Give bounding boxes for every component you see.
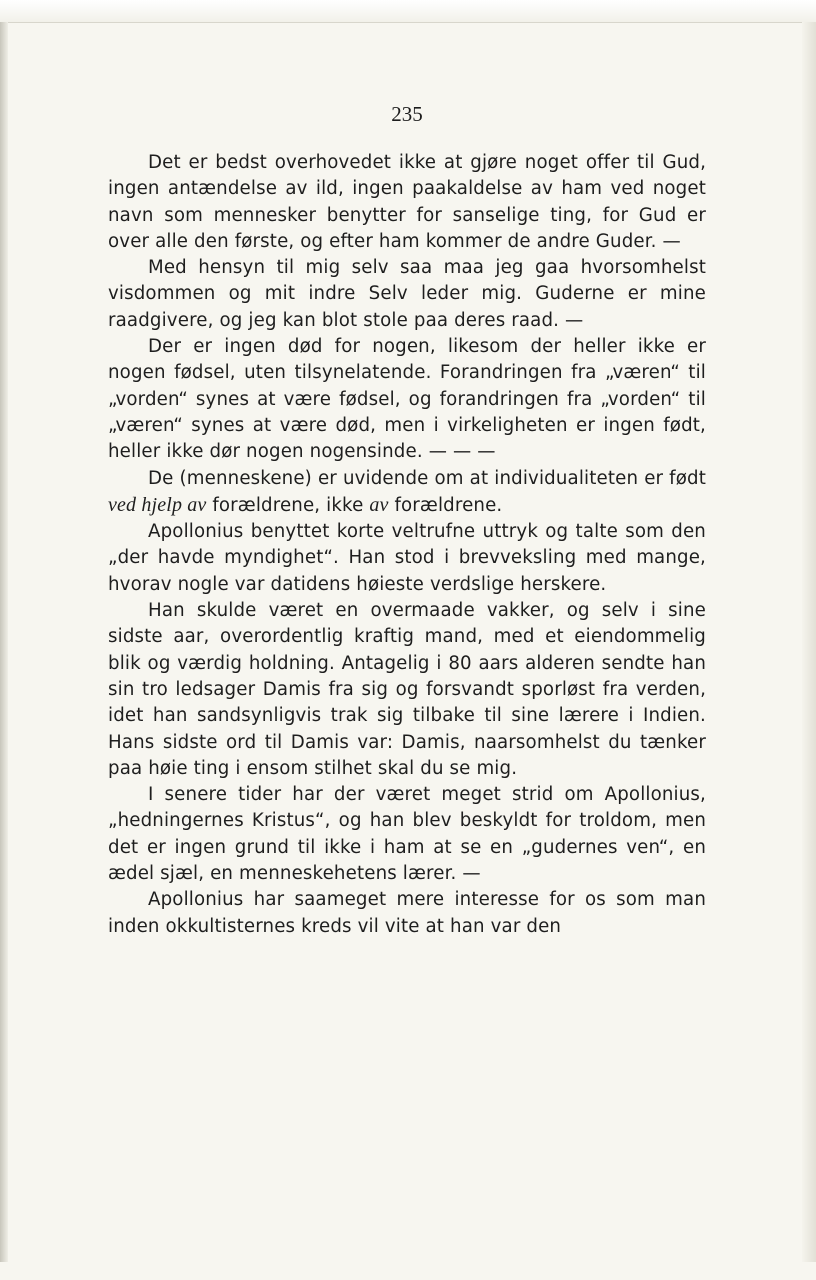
paragraph-individuality-after: forældrene. — [388, 494, 503, 516]
page-right-edge — [802, 22, 816, 1262]
scan-top-margin — [0, 0, 816, 23]
emphasis-ved-hjelp-av: ved hjelp av — [108, 493, 207, 516]
paragraph-wisdom-guides: Med hensyn til mig selv saa maa jeg gaa hvorsomhelst visdommen og mit indre Selv leder mig. Guderne er mine raadgivere, og jeg kan blot stole paa deres raad. — — [108, 257, 706, 331]
paragraph-individuality-middle: forældrene, ikke — [206, 494, 370, 516]
paragraph-offer-to-god: Det er bedst overhovedet ikke at gjøre noget offer til Gud, ingen antændelse av ild, ingen paakaldelse av ham ved noget navn som mennesker benytter for sanselige ting, for Gud er over alle den første, og efter ham kommer de andre Guder. — — [108, 152, 706, 252]
paragraph-apollonius-speech: Apollonius benyttet korte veltrufne uttryk og talte som den „der havde myndighet“. Han stod i brevveksling med mange, hvorav nogle var datidens høieste verdslige herskere. — [108, 521, 706, 595]
paragraph-individuality — [108, 466, 706, 520]
page-left-edge — [0, 22, 8, 1262]
paragraph-individuality-before: De (menneskene) er uvidende om at individualiteten er født — [148, 467, 706, 489]
page-number: 235 — [391, 102, 423, 126]
emphasis-av: av — [369, 493, 389, 516]
paragraph-apollonius-appearance: Han skulde været en overmaade vakker, og selv i sine sidste aar, overordentlig kraftig mand, med et eiendommelig blik og værdig holdning. Antagelig i 80 aars alderen sendte han sin tro ledsager Damis fra sig og forsvandt sporløst fra verden, idet han sandsynligvis trak sig tilbake til sine lærere i Indien. Hans sidste ord til Damis var: Damis, naarsomhelst du tænker paa høie ting i ensom stilhet skal du se mig. — [108, 600, 706, 779]
paragraph-no-death: Der er ingen død for nogen, likesom der heller ikke er nogen fødsel, uten tilsynelatende. Forandringen fra „væren“ til „vorden“ synes at være fødsel, og forandringen fra „vorden“ til „væren“ synes at være død, men i virkeligheten er ingen født, heller ikke dør nogen nogensinde. — — — — [108, 336, 706, 463]
paragraph-later-times: I senere tider har der været meget strid om Apollonius, „hedningernes Kristus“, og han blev beskyldt for troldom, men det er ingen grund til ikke i ham at se en „gudernes ven“, en ædel sjæl, en menneskehetens lærer. — — [108, 784, 706, 885]
paragraph-occultists-interest: Apollonius har saameget mere interesse for os som man inden okkultisternes kreds vil vite at han var den — [108, 889, 706, 937]
body-text — [108, 150, 706, 940]
